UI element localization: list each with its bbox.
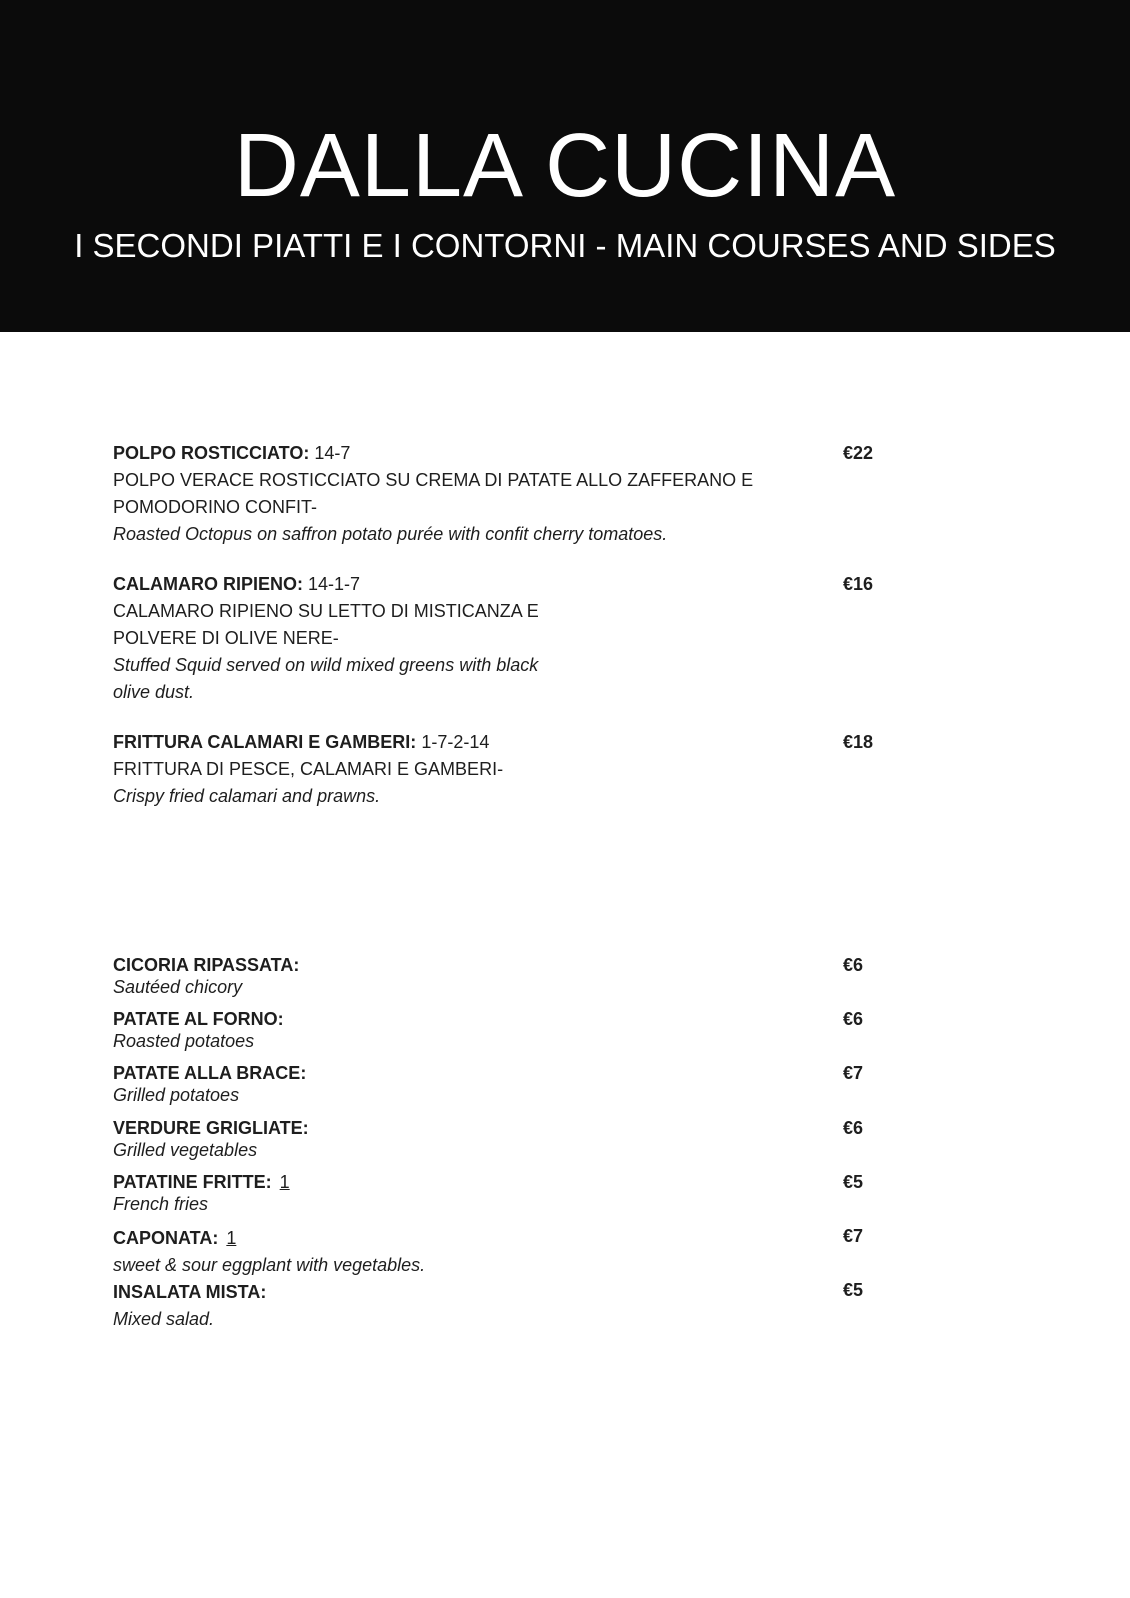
side-name: VERDURE GRIGLIATE: — [113, 1118, 309, 1138]
side-heading — [113, 1062, 903, 1084]
side-heading — [113, 954, 903, 976]
side-description-english: Grilled potatoes — [113, 1085, 240, 1105]
dish-allergens: 1-7-2-14 — [416, 732, 490, 752]
side-description-english: French fries — [113, 1194, 209, 1214]
side-name: PATATINE FRITTE: — [113, 1172, 272, 1192]
side-description-english: Roasted potatoes — [113, 1031, 255, 1051]
side-name: CICORIA RIPASSATA: — [113, 955, 300, 975]
dish-price: €18 — [843, 732, 874, 752]
side-item — [113, 1279, 903, 1333]
allergen-link[interactable]: 1 — [226, 1228, 237, 1248]
side-price: €6 — [843, 1009, 864, 1029]
side-price: €5 — [843, 1172, 864, 1192]
side-item — [113, 1062, 903, 1106]
dish-description-english: Crispy fried calamari and prawns. — [113, 786, 381, 806]
dish-heading — [113, 571, 903, 598]
side-description-english: sweet & sour eggplant with vegetables. — [113, 1255, 426, 1275]
side-price: €7 — [843, 1063, 864, 1083]
side-item — [113, 954, 903, 998]
side-item — [113, 1117, 903, 1161]
header-banner — [0, 0, 1130, 332]
dish-description-italian: POMODORINO CONFIT- — [113, 497, 317, 517]
dish-heading — [113, 729, 903, 756]
dish-description-english: Roasted Octopus on saffron potato purée with confit cherry tomatoes. — [113, 524, 668, 544]
side-name: PATATE AL FORNO: — [113, 1009, 284, 1029]
side-heading — [113, 1225, 903, 1252]
side-item — [113, 1008, 903, 1052]
dish-name: CALAMARO RIPIENO: — [113, 574, 303, 594]
side-price: €6 — [843, 955, 864, 975]
side-description-english: Mixed salad. — [113, 1309, 215, 1329]
side-name: CAPONATA: — [113, 1228, 219, 1248]
side-price: €7 — [843, 1226, 864, 1246]
dish-description-english: olive dust. — [113, 682, 195, 702]
side-name: INSALATA MISTA: — [113, 1282, 267, 1302]
allergen-link[interactable]: 1 — [279, 1172, 290, 1192]
dish-description-italian: CALAMARO RIPIENO SU LETTO DI MISTICANZA E — [113, 601, 539, 621]
menu-item — [113, 440, 903, 548]
menu-item — [113, 571, 903, 706]
side-heading — [113, 1171, 903, 1193]
dish-name: FRITTURA CALAMARI E GAMBERI: — [113, 732, 417, 752]
dish-name: POLPO ROSTICCIATO: — [113, 443, 310, 463]
side-description-english: Sautéed chicory — [113, 977, 243, 997]
dish-price: €16 — [843, 574, 874, 594]
side-heading — [113, 1117, 903, 1139]
dish-description-english: Stuffed Squid served on wild mixed greens with black — [113, 655, 539, 675]
side-item — [113, 1171, 903, 1215]
dish-description-italian: POLVERE DI OLIVE NERE- — [113, 628, 339, 648]
page-title: DALLA CUCINA — [233, 116, 897, 216]
dish-heading — [113, 440, 903, 467]
side-name: PATATE ALLA BRACE: — [113, 1063, 307, 1083]
dish-description-italian: POLPO VERACE ROSTICCIATO SU CREMA DI PATATE ALLO ZAFFERANO E — [113, 470, 754, 490]
side-heading — [113, 1008, 903, 1030]
menu-item — [113, 729, 903, 810]
side-price: €5 — [843, 1280, 864, 1300]
page-subtitle: I SECONDI PIATTI E I CONTORNI - MAIN COURSES AND SIDES — [74, 227, 1056, 264]
side-item — [113, 1225, 903, 1279]
main-courses-section — [113, 440, 903, 833]
dish-description-italian: FRITTURA DI PESCE, CALAMARI E GAMBERI- — [113, 759, 504, 779]
side-description-english: Grilled vegetables — [113, 1140, 258, 1160]
dish-allergens: 14-1-7 — [303, 574, 361, 594]
dish-price: €22 — [843, 443, 874, 463]
side-heading — [113, 1279, 903, 1306]
dish-allergens: 14-7 — [309, 443, 351, 463]
side-price: €6 — [843, 1118, 864, 1138]
